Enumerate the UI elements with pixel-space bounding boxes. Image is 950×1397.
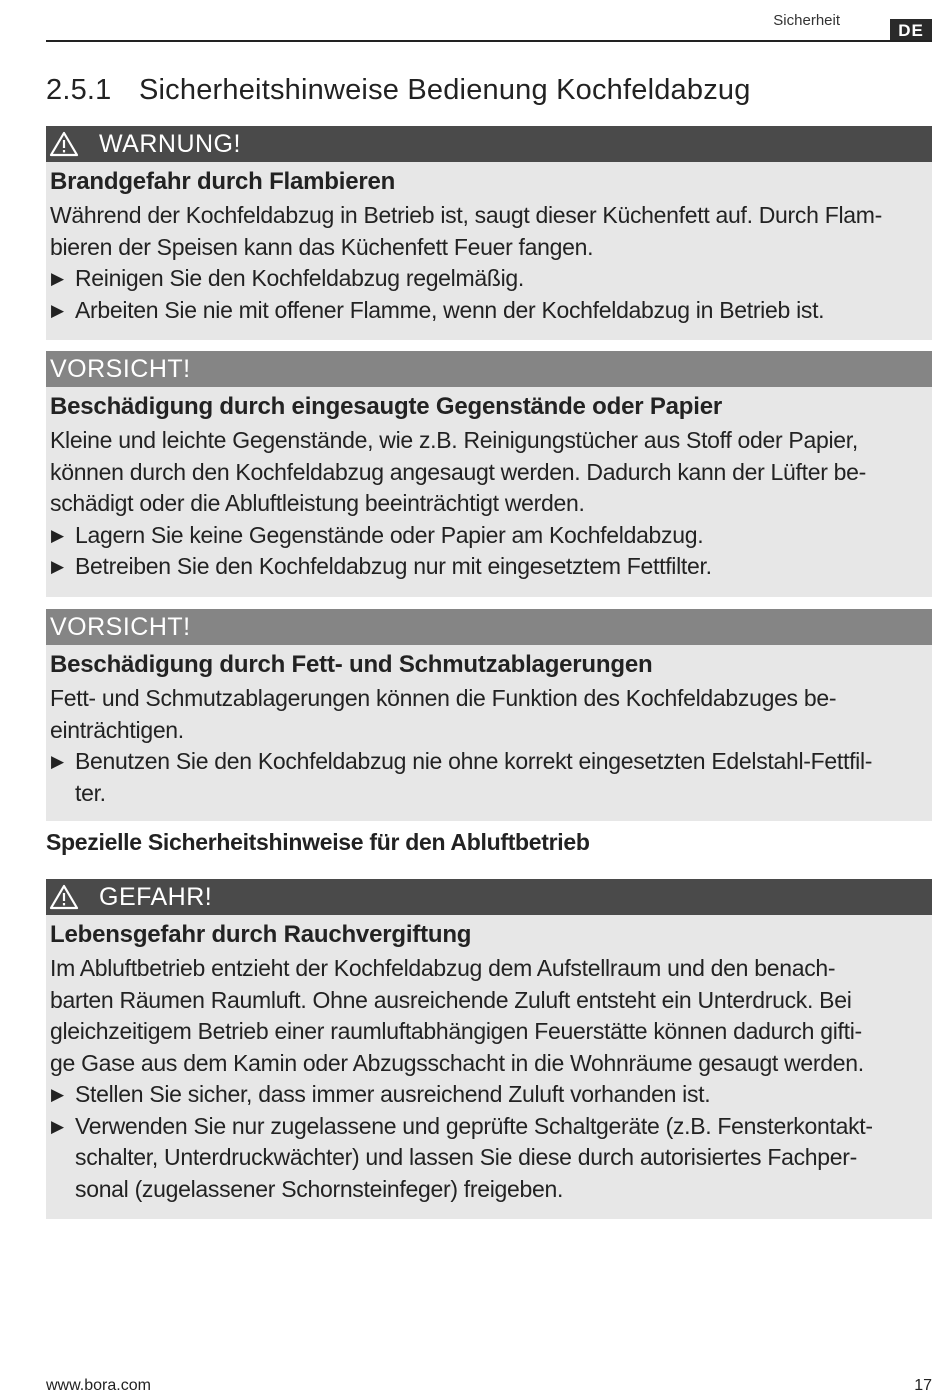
bullet-text: Betreiben Sie den Kochfeldabzug nur mit eingesetztem Fettfilter.	[75, 553, 712, 579]
list-item	[50, 746, 922, 809]
danger-heading: Lebensgefahr durch Rauchvergiftung	[50, 921, 472, 948]
text-line: ge Gase aus dem Kamin oder Abzugsschacht in die Wohnräume gesaugt werden.	[50, 1049, 864, 1076]
list-item	[50, 520, 922, 552]
warning-header	[46, 126, 932, 162]
page-number: 17	[914, 1377, 932, 1394]
footer-url: www.bora.com	[46, 1377, 151, 1394]
language-badge: DE	[890, 19, 932, 41]
text-line: einträchtigen.	[50, 716, 184, 743]
list-item	[50, 1111, 922, 1206]
list-item	[50, 551, 922, 583]
warning-triangle-icon	[49, 131, 79, 157]
text-line: barten Räumen Raumluft. Ohne ausreichende Zuluft entsteht ein Unterdruck. Bei	[50, 986, 852, 1013]
list-item	[50, 1079, 922, 1111]
caution-box	[46, 609, 932, 821]
text-line: Fett- und Schmutzablagerungen können die Funktion des Kochfeldabzuges be-	[50, 685, 837, 711]
triangle-bullet-icon: ▶	[51, 269, 64, 288]
danger-header	[46, 879, 932, 915]
caution-text	[50, 425, 922, 520]
triangle-bullet-icon: ▶	[51, 300, 64, 320]
triangle-bullet-icon: ▶	[51, 557, 64, 576]
header-rule	[46, 40, 932, 42]
caution-text	[50, 683, 922, 746]
text-line: können durch den Kochfeldabzug angesaugt werden. Dadurch kann der Lüfter be-	[50, 458, 867, 485]
caution-label: VORSICHT!	[50, 354, 191, 383]
list-item	[50, 295, 922, 327]
text-line: Kleine und leichte Gegenstände, wie z.B. Reinigungstücher aus Stoff oder Papier,	[50, 427, 858, 453]
bullet-text: sonal (zugelassener Schornsteinfeger) freigeben.	[75, 1175, 564, 1202]
section-title-text: Sicherheitshinweise Bedienung Kochfeldabzug	[139, 74, 751, 106]
triangle-bullet-icon: ▶	[51, 1116, 64, 1136]
triangle-bullet-icon: ▶	[51, 1085, 64, 1104]
bullet-text: Stellen Sie sicher, dass immer ausreichend Zuluft vorhanden ist.	[75, 1081, 711, 1107]
list-item	[50, 263, 922, 295]
caution-box	[46, 351, 932, 597]
caution-heading: Beschädigung durch Fett- und Schmutzablagerungen	[50, 651, 653, 678]
text-line: schädigt oder die Abluftleistung beeinträchtigt werden.	[50, 490, 585, 516]
warning-text	[50, 200, 922, 263]
bullet-text: ter.	[75, 779, 106, 806]
section-title	[46, 74, 751, 107]
warning-label: WARNUNG!	[99, 129, 241, 158]
caution-header	[46, 609, 932, 645]
section-number: 2.5.1	[46, 74, 112, 106]
warning-heading: Brandgefahr durch Flambieren	[50, 168, 396, 195]
danger-text	[50, 953, 922, 1079]
warning-triangle-icon	[49, 884, 79, 910]
bullet-text: Verwenden Sie nur zugelassene und geprüfte Schaltgeräte (z.B. Fensterkontakt-	[75, 1112, 873, 1139]
bullet-text: Benutzen Sie den Kochfeldabzug nie ohne korrekt eingesetzten Edelstahl-Fettfil-	[75, 748, 873, 774]
text-line: bieren der Speisen kann das Küchenfett Feuer fangen.	[50, 233, 594, 260]
caution-heading: Beschädigung durch eingesaugte Gegenstände oder Papier	[50, 393, 723, 420]
subsection-heading: Spezielle Sicherheitshinweise für den Abluftbetrieb	[46, 829, 590, 855]
bullet-text: schalter, Unterdruckwächter) und lassen Sie diese durch autorisiertes Fachper-	[75, 1144, 857, 1170]
danger-label: GEFAHR!	[99, 882, 213, 911]
bullet-text: Arbeiten Sie nie mit offener Flamme, wenn der Kochfeldabzug in Betrieb ist.	[75, 296, 825, 323]
triangle-bullet-icon: ▶	[51, 752, 64, 771]
bullet-text: Reinigen Sie den Kochfeldabzug regelmäßig.	[75, 265, 524, 291]
text-line: Im Abluftbetrieb entzieht der Kochfeldabzug dem Aufstellraum und den benach-	[50, 955, 836, 981]
warning-box	[46, 126, 932, 340]
danger-box	[46, 879, 932, 1219]
text-line: Während der Kochfeldabzug in Betrieb ist, saugt dieser Küchenfett auf. Durch Flam-	[50, 202, 882, 228]
bullet-text: Lagern Sie keine Gegenstände oder Papier am Kochfeldabzug.	[75, 521, 704, 548]
caution-label: VORSICHT!	[50, 612, 191, 641]
header-section-label: Sicherheit	[773, 12, 840, 29]
text-line: gleichzeitigem Betrieb einer raumluftabhängigen Feuerstätte können dadurch gifti-	[50, 1018, 862, 1044]
caution-header	[46, 351, 932, 387]
triangle-bullet-icon: ▶	[51, 525, 64, 545]
